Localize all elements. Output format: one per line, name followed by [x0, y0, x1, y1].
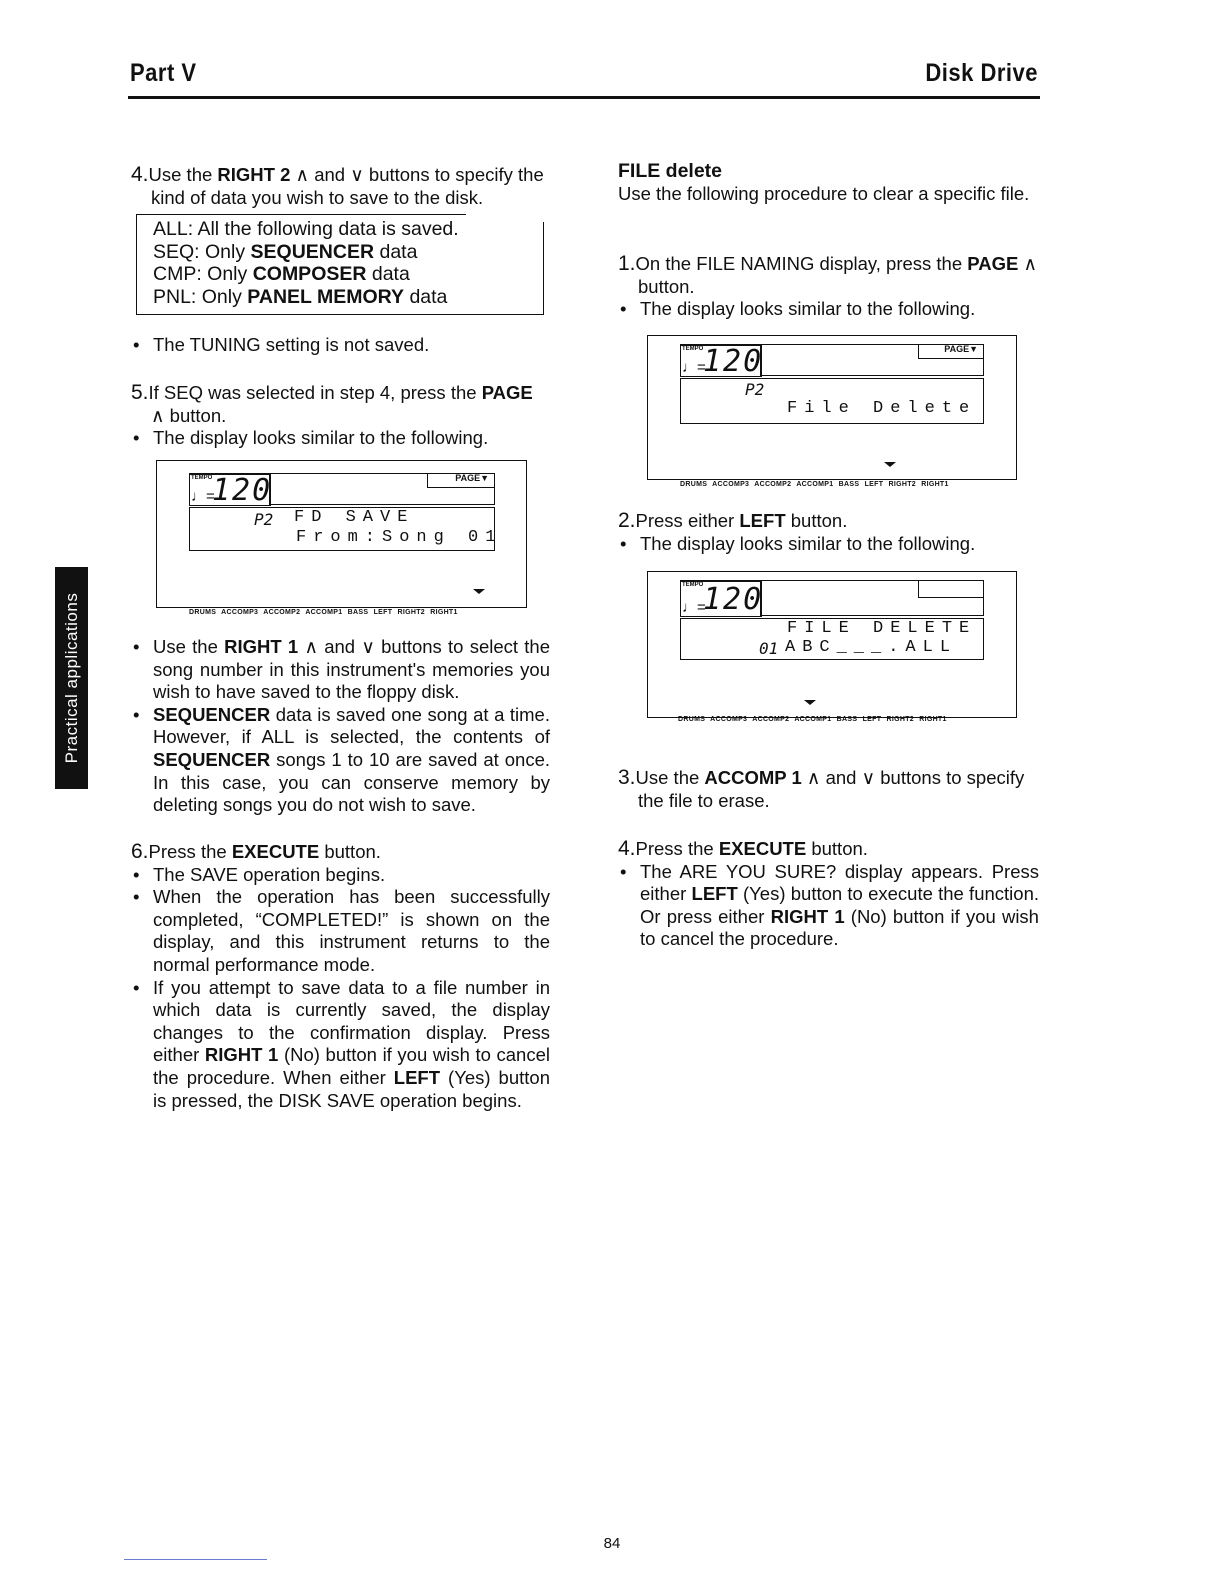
lcd-part-labels: DRUMS ACCOMP3 ACCOMP2 ACCOMP1 BASS LEFT RIGHT2 RIGHT1 — [680, 481, 949, 488]
header-rule — [128, 96, 1040, 99]
right-step-4: 4.Press the EXECUTE button. — [618, 837, 868, 860]
page-indicator: PAGE▼ — [455, 473, 489, 483]
step-4: 4.Use the RIGHT 2 ∧ and ∨ buttons to specify the kind of data you wish to save to the disk. — [131, 163, 544, 208]
page-number: 84 — [603, 1535, 621, 1552]
tempo-value: 120 — [703, 582, 764, 617]
lcd-display-file-delete — [647, 335, 1017, 488]
lcd-main-area — [189, 507, 503, 551]
footer-line — [124, 1559, 267, 1560]
tempo-box: TEMPO ♩= 120 — [191, 473, 273, 508]
lcd-display-file-delete-select — [647, 571, 1017, 723]
bullet-display-2: • The display looks similar to the following. — [618, 533, 1039, 556]
bullet-save-begins: • The SAVE operation begins. — [131, 864, 550, 887]
box-line-seq: SEQ: Only SEQUENCER data — [153, 240, 418, 263]
bullet-are-you-sure: • The ARE YOU SURE? display appears. Press either LEFT (Yes) button to execute the function. Or press either RIGHT 1 (No) button if you wish to cancel the procedure. — [618, 861, 1039, 951]
box-line-pnl: PNL: Only PANEL MEMORY data — [153, 285, 448, 308]
right-step-3: 3.Use the ACCOMP 1 ∧ and ∨ buttons to specify the file to erase. — [618, 766, 1025, 811]
step-number: 4. — [131, 163, 149, 186]
page-number-p2: P2 — [745, 380, 765, 399]
lcd-main-area — [680, 618, 984, 660]
bullet-overwrite: • If you attempt to save data to a file number in which data is currently saved, the display changes to the confirmation display. Press either RIGHT 1 (No) button if you wish to cancel the procedure. When either LEFT (Yes) button is pressed, the DISK SAVE operation begins. — [131, 977, 550, 1113]
section-title: Disk Drive — [925, 58, 1038, 87]
page-indicator: PAGE▼ — [944, 344, 978, 354]
step-5: 5.If SEQ was selected in step 4, press the PAGE ∧ button. — [131, 381, 533, 426]
lcd-line-1: File Delete — [787, 399, 977, 418]
box-line-cmp: CMP: Only COMPOSER data — [153, 263, 410, 286]
box-line-all: ALL: All the following data is saved. — [153, 218, 459, 240]
tempo-box: TEMPO ♩= 120 — [682, 344, 764, 379]
file-delete-title: FILE delete — [618, 160, 723, 182]
lcd-line-1: FD SAVE — [294, 508, 415, 527]
down-arrow-icon — [884, 462, 896, 467]
bullet-right1: • Use the RIGHT 1 ∧ and ∨ buttons to select the song number in this instrument's memories you wish to have saved to the floppy disk. — [131, 636, 550, 704]
tempo-value: 120 — [212, 473, 273, 508]
lcd-display-save — [156, 460, 527, 616]
right-column — [618, 160, 1039, 205]
file-delete-intro: Use the following procedure to clear a specific file. — [618, 182, 1030, 204]
down-arrow-icon — [473, 589, 485, 594]
left-column — [131, 164, 550, 209]
lcd-line-1: FILE DELETE — [787, 619, 977, 638]
bullet-sequencer: • SEQUENCER data is saved one song at a time. However, if ALL is selected, the contents of SEQUENCER songs 1 to 10 are saved at once. In this case, you can conserve memory by deleting songs you do not wish to save. — [131, 704, 550, 817]
right-step-2: 2.Press either LEFT button. — [618, 509, 848, 532]
bullet-display: • The display looks similar to the following. — [131, 427, 550, 450]
part-title: Part V — [130, 58, 197, 87]
side-tab-label: Practical applications — [61, 592, 81, 764]
bullet-completed: • When the operation has been successfully completed, “COMPLETED!” is shown on the display, and this instrument returns to the normal performance mode. — [131, 886, 550, 976]
lcd-part-labels: DRUMS ACCOMP3 ACCOMP2 ACCOMP1 BASS LEFT RIGHT2 RIGHT1 — [189, 609, 458, 616]
bullet-display-1: • The display looks similar to the following. — [618, 298, 1039, 321]
down-arrow-icon — [804, 700, 816, 705]
tempo-value: 120 — [703, 344, 764, 379]
file-number: 01 — [759, 639, 779, 658]
lcd-line-2: From:Song 01 — [296, 528, 503, 547]
lcd-part-labels: DRUMS ACCOMP3 ACCOMP2 ACCOMP1 BASS LEFT RIGHT2 RIGHT1 — [678, 716, 947, 723]
side-tab — [55, 567, 88, 789]
lcd-main-area — [680, 378, 984, 424]
step-6: 6.Press the EXECUTE button. — [131, 840, 381, 863]
lcd-line-2: ABC___.ALL — [785, 638, 958, 657]
data-type-box — [136, 214, 544, 315]
right-step-1: 1.On the FILE NAMING display, press the PAGE ∧ button. — [618, 252, 1038, 297]
page-number-p2: P2 — [254, 510, 274, 529]
tempo-box: TEMPO ♩= 120 — [682, 582, 764, 617]
bullet-tuning: • The TUNING setting is not saved. — [131, 334, 550, 357]
